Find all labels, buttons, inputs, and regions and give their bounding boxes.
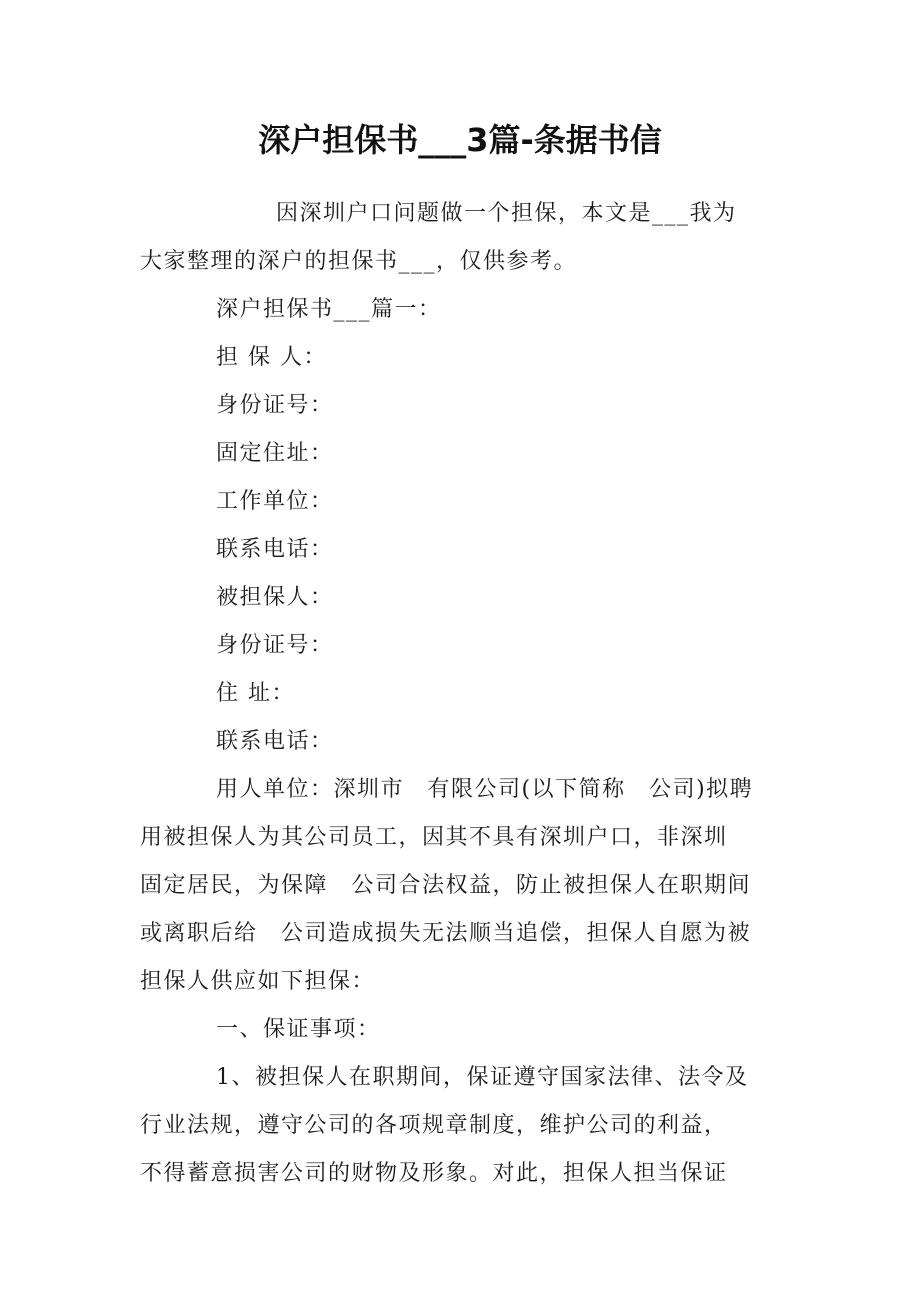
field-guaranteed-phone: 联系电话： xyxy=(216,729,334,754)
body-line-5: 担保人供应如下担保： xyxy=(140,969,376,994)
item-heading: 一、保证事项： xyxy=(216,1017,381,1042)
field-guaranteed-address: 住 址： xyxy=(216,681,295,706)
intro-line-2: 大家整理的深户的担保书___，仅供参考。 xyxy=(140,249,578,274)
document-title: 深户担保书___3篇-条据书信 xyxy=(258,121,662,159)
intro-line-1: 因深圳户口问题做一个担保，本文是___我为 xyxy=(276,201,737,226)
body-line-1: 用人单位：深圳市 有限公司(以下简称 公司)拟聘 xyxy=(216,777,754,802)
item1-line-1: 1、被担保人在职期间，保证遵守国家法律、法令及 xyxy=(216,1065,749,1090)
field-guarantor-address: 固定住址： xyxy=(216,441,334,466)
field-guarantor-id: 身份证号： xyxy=(216,393,334,418)
field-guarantor-phone: 联系电话： xyxy=(216,537,334,562)
document-body xyxy=(140,190,782,1198)
body-line-2: 用被担保人为其公司员工，因其不具有深圳户口，非深圳 xyxy=(140,825,728,850)
item1-line-3: 不得蓄意损害公司的财物及形象。对此，担保人担当保证 xyxy=(140,1161,728,1186)
body-line-3: 固定居民，为保障 公司合法权益，防止被担保人在职期间 xyxy=(140,873,752,898)
field-guarantor: 担 保 人： xyxy=(216,345,327,370)
field-guaranteed-id: 身份证号： xyxy=(216,633,334,658)
field-guaranteed-person: 被担保人： xyxy=(216,585,334,610)
field-guarantor-employer: 工作单位： xyxy=(216,489,334,514)
item1-line-2: 行业法规，遵守公司的各项规章制度，维护公司的利益， xyxy=(140,1113,728,1138)
body-line-4: 或离职后给 公司造成损失无法顺当追偿，担保人自愿为被 xyxy=(140,921,752,946)
section-heading: 深户担保书___篇一： xyxy=(216,297,442,322)
